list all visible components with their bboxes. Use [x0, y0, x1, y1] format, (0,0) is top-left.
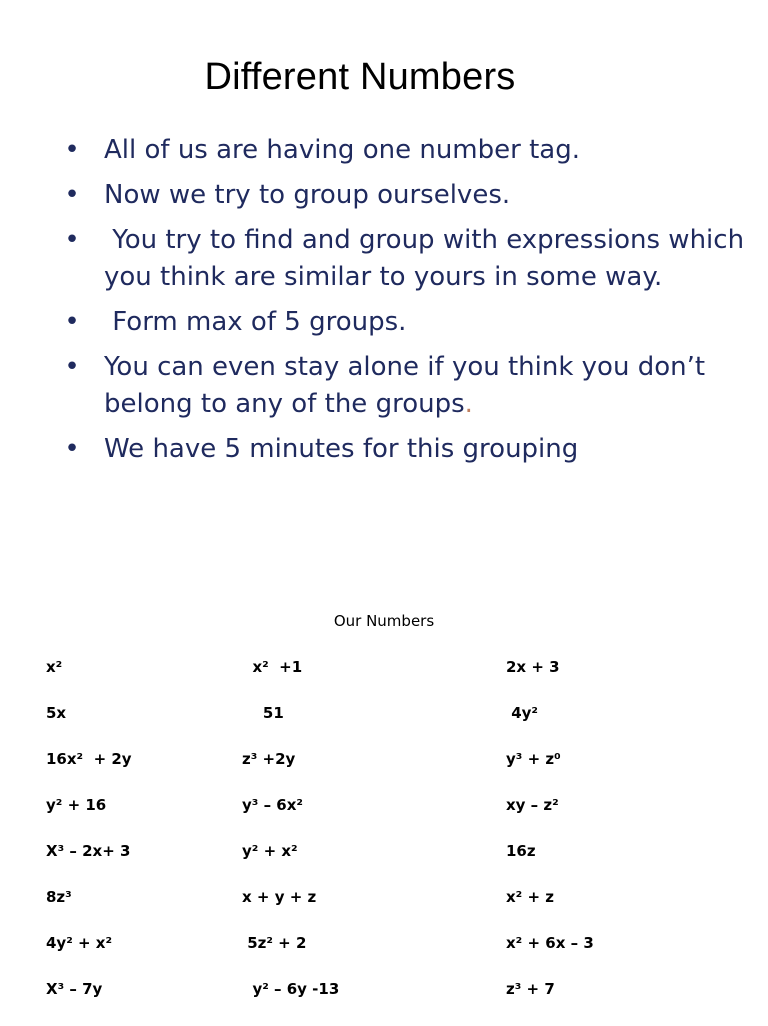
table-cell: 4y² + x²: [46, 934, 113, 952]
bullet-text: We have 5 minutes for this grouping: [104, 434, 579, 464]
bullet-dot-icon: •: [64, 434, 80, 464]
bullet-text: Now we try to group ourselves.: [104, 180, 511, 210]
table-cell: 8z³: [46, 888, 72, 906]
table-row: [46, 704, 736, 750]
bullet-text: Form max of 5 groups.: [104, 307, 407, 337]
table-cell: x²: [46, 658, 63, 676]
bullet-item: [62, 222, 752, 296]
bullet-dot-icon: •: [64, 352, 80, 382]
table-cell: 4y²: [506, 704, 539, 722]
bullet-dot-icon: •: [64, 225, 80, 255]
table-cell: y³ + z⁰: [506, 750, 561, 768]
table-cell: y² + 16: [46, 796, 107, 814]
table-row: [46, 842, 736, 888]
table-cell: 16x² + 2y: [46, 750, 132, 768]
table-cell: y² + x²: [242, 842, 298, 860]
table-row: [46, 796, 736, 842]
table-cell: X³ – 7y: [46, 980, 103, 998]
table-cell: y³ – 6x²: [242, 796, 303, 814]
table-row: [46, 658, 736, 704]
bullet-item: [62, 349, 752, 423]
page-title: Different Numbers: [204, 56, 516, 98]
table-cell: 5z² + 2: [242, 934, 307, 952]
table-cell: 16z: [506, 842, 536, 860]
bullet-text: All of us are having one number tag.: [104, 135, 580, 165]
bullet-text: You try to find and group with expressions which you think are similar to yours in some way.: [104, 225, 753, 292]
table-cell: 5x: [46, 704, 67, 722]
table-cell: x² + 6x – 3: [506, 934, 594, 952]
numbers-table: [46, 658, 736, 1026]
table-cell: xy – z²: [506, 796, 559, 814]
table-cell: 2x + 3: [506, 658, 560, 676]
table-cell: 51: [242, 704, 284, 722]
bullet-text: You can even stay alone if you think you don’t belong to any of the groups: [104, 352, 714, 419]
table-cell: z³ + 7: [506, 980, 555, 998]
bullet-item: [62, 431, 752, 468]
bullet-dot-icon: •: [64, 307, 80, 337]
table-cell: X³ – 2x+ 3: [46, 842, 131, 860]
bullet-dot-icon: •: [64, 135, 80, 165]
table-row: [46, 888, 736, 934]
bullet-accent: .: [464, 389, 473, 419]
bullet-item: [62, 177, 752, 214]
numbers-table-title: Our Numbers: [333, 612, 435, 630]
bullet-item: [62, 132, 752, 169]
table-row: [46, 980, 736, 1026]
bullet-dot-icon: •: [64, 180, 80, 210]
table-cell: z³ +2y: [242, 750, 296, 768]
table-row: [46, 750, 736, 796]
table-cell: x² +1: [242, 658, 303, 676]
table-cell: y² – 6y -13: [242, 980, 340, 998]
table-row: [46, 934, 736, 980]
table-cell: x² + z: [506, 888, 554, 906]
table-cell: x + y + z: [242, 888, 317, 906]
instruction-list: [62, 132, 752, 476]
bullet-item: [62, 304, 752, 341]
